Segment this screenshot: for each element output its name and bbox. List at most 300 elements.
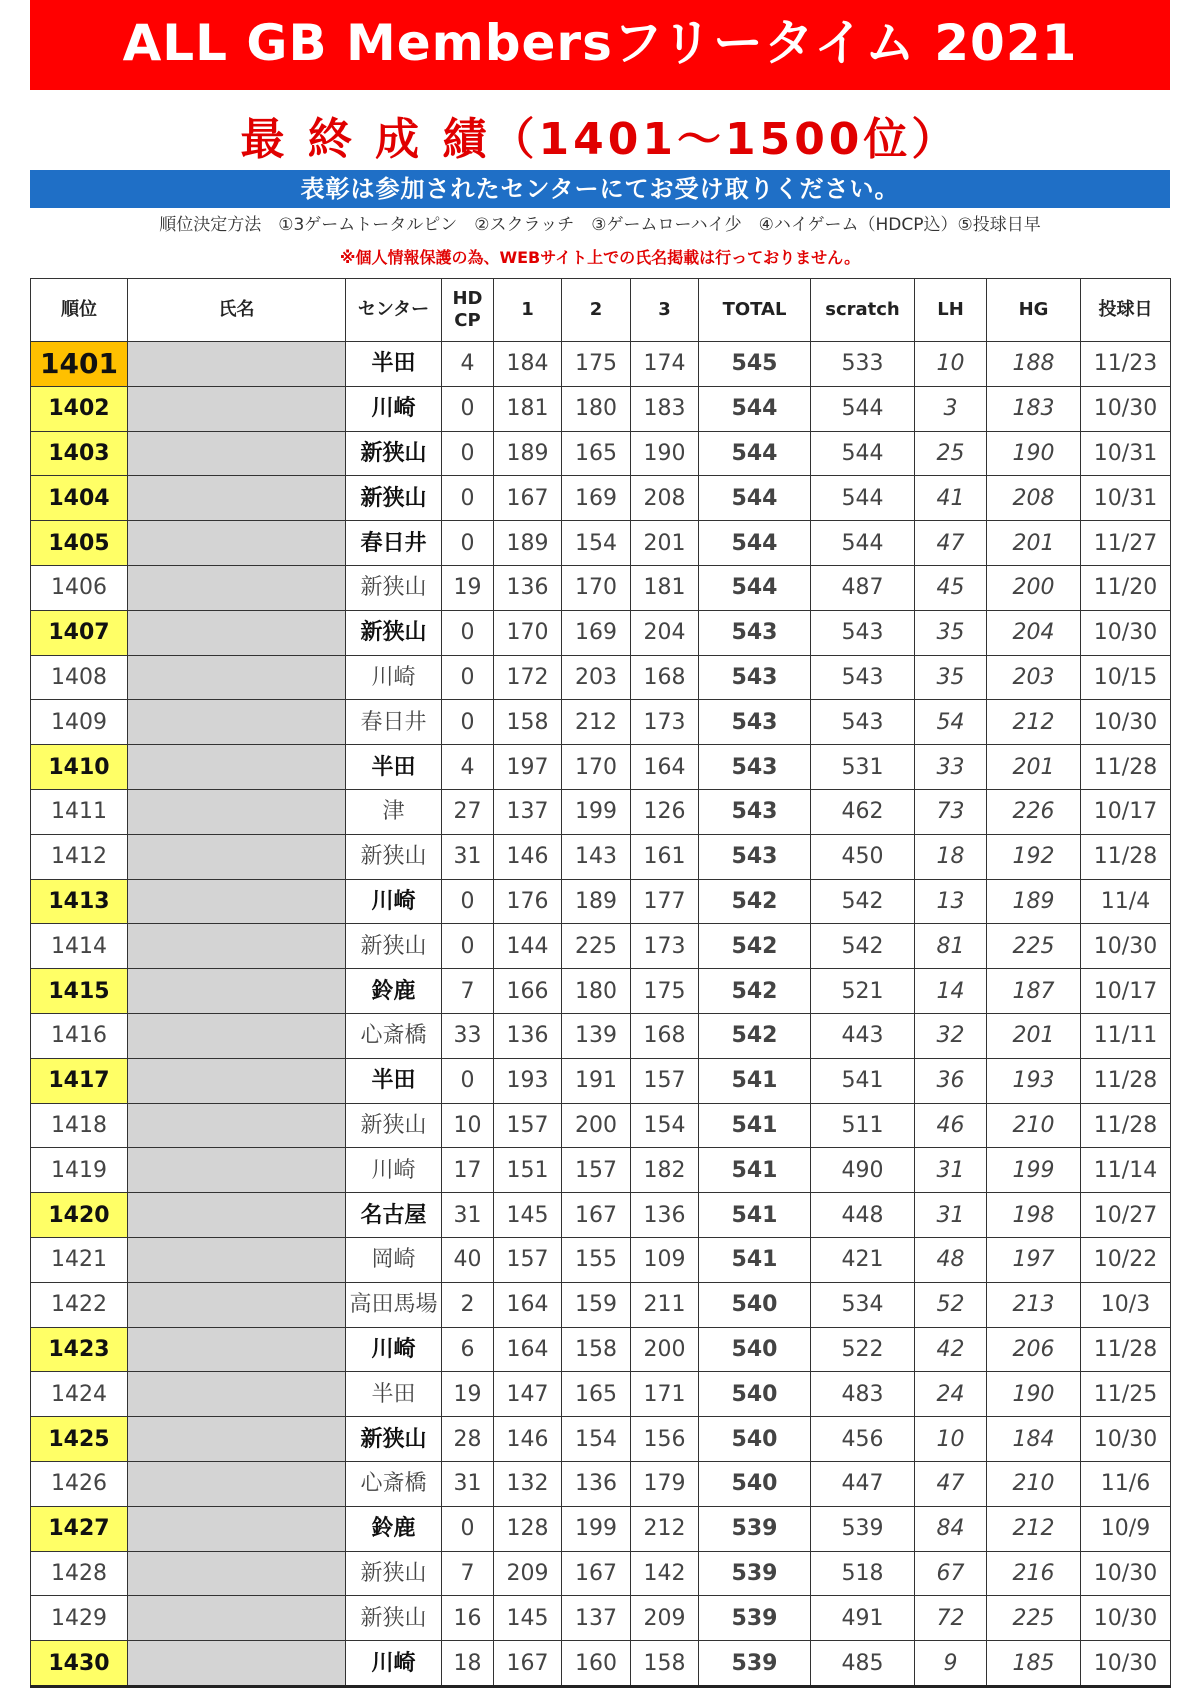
center-cell: 春日井 xyxy=(346,700,442,745)
header-rank: 順位 xyxy=(31,279,128,342)
name-cell xyxy=(128,700,346,745)
date-cell: 11/25 xyxy=(1081,1372,1171,1417)
table-row xyxy=(31,1372,1171,1417)
header-hdcp-line1: HD xyxy=(452,288,483,309)
name-cell xyxy=(128,1327,346,1372)
game-1-cell: 184 xyxy=(494,342,562,387)
lh-cell: 84 xyxy=(915,1506,987,1551)
table-row xyxy=(31,610,1171,655)
game-2-cell: 137 xyxy=(562,1596,631,1641)
table-row xyxy=(31,1282,1171,1327)
game-3-cell: 158 xyxy=(631,1641,699,1687)
center-cell: 新狭山 xyxy=(346,834,442,879)
rank-cell: 1411 xyxy=(31,789,128,834)
game-1-cell: 209 xyxy=(494,1551,562,1596)
lh-cell: 3 xyxy=(915,386,987,431)
name-cell xyxy=(128,610,346,655)
game-2-cell: 199 xyxy=(562,789,631,834)
date-cell: 11/14 xyxy=(1081,1148,1171,1193)
name-cell xyxy=(128,342,346,387)
center-cell: 半田 xyxy=(346,1372,442,1417)
rank-cell: 1421 xyxy=(31,1237,128,1282)
hdcp-cell: 0 xyxy=(442,1058,494,1103)
game-2-cell: 167 xyxy=(562,1551,631,1596)
game-3-cell: 200 xyxy=(631,1327,699,1372)
game-3-cell: 212 xyxy=(631,1506,699,1551)
table-row xyxy=(31,969,1171,1014)
lh-cell: 10 xyxy=(915,342,987,387)
center-cell: 鈴鹿 xyxy=(346,1506,442,1551)
scratch-cell: 533 xyxy=(811,342,915,387)
date-cell: 10/30 xyxy=(1081,1551,1171,1596)
lh-cell: 41 xyxy=(915,476,987,521)
game-1-cell: 132 xyxy=(494,1461,562,1506)
game-1-cell: 145 xyxy=(494,1193,562,1238)
game-2-cell: 154 xyxy=(562,521,631,566)
table-row xyxy=(31,565,1171,610)
lh-cell: 73 xyxy=(915,789,987,834)
game-1-cell: 128 xyxy=(494,1506,562,1551)
game-3-cell: 181 xyxy=(631,565,699,610)
game-1-cell: 189 xyxy=(494,521,562,566)
total-cell: 541 xyxy=(699,1103,811,1148)
center-cell: 岡崎 xyxy=(346,1237,442,1282)
table-row xyxy=(31,700,1171,745)
game-2-cell: 158 xyxy=(562,1327,631,1372)
scratch-cell: 462 xyxy=(811,789,915,834)
hg-cell: 226 xyxy=(987,789,1081,834)
table-header-row xyxy=(31,279,1171,342)
date-cell: 11/20 xyxy=(1081,565,1171,610)
total-cell: 543 xyxy=(699,700,811,745)
name-cell xyxy=(128,431,346,476)
hg-cell: 190 xyxy=(987,431,1081,476)
total-cell: 542 xyxy=(699,969,811,1014)
total-cell: 539 xyxy=(699,1551,811,1596)
lh-cell: 35 xyxy=(915,610,987,655)
table-row xyxy=(31,1596,1171,1641)
rank-cell: 1414 xyxy=(31,924,128,969)
table-row xyxy=(31,1013,1171,1058)
game-3-cell: 190 xyxy=(631,431,699,476)
center-cell: 高田馬場 xyxy=(346,1282,442,1327)
table-row xyxy=(31,1058,1171,1103)
game-3-cell: 136 xyxy=(631,1193,699,1238)
game-1-cell: 145 xyxy=(494,1596,562,1641)
center-cell: 新狭山 xyxy=(346,476,442,521)
total-cell: 540 xyxy=(699,1282,811,1327)
hg-cell: 201 xyxy=(987,521,1081,566)
scratch-cell: 448 xyxy=(811,1193,915,1238)
game-1-cell: 164 xyxy=(494,1327,562,1372)
ranking-method: 順位決定方法 ①3ゲームトータルピン ②スクラッチ ③ゲームローハイ少 ④ハイゲーム（HDCP込）⑤投球日早 xyxy=(159,215,1041,235)
game-2-cell: 165 xyxy=(562,431,631,476)
game-1-cell: 157 xyxy=(494,1103,562,1148)
game-1-cell: 197 xyxy=(494,745,562,790)
center-cell: 心斎橋 xyxy=(346,1013,442,1058)
scratch-cell: 447 xyxy=(811,1461,915,1506)
game-3-cell: 209 xyxy=(631,1596,699,1641)
scratch-cell: 539 xyxy=(811,1506,915,1551)
table-row xyxy=(31,655,1171,700)
lh-cell: 33 xyxy=(915,745,987,790)
scratch-cell: 421 xyxy=(811,1237,915,1282)
date-cell: 10/30 xyxy=(1081,610,1171,655)
rank-cell: 1424 xyxy=(31,1372,128,1417)
date-cell: 11/28 xyxy=(1081,834,1171,879)
total-cell: 540 xyxy=(699,1417,811,1462)
hg-cell: 200 xyxy=(987,565,1081,610)
hdcp-cell: 4 xyxy=(442,342,494,387)
table-row xyxy=(31,1641,1171,1687)
center-cell: 津 xyxy=(346,789,442,834)
scratch-cell: 485 xyxy=(811,1641,915,1687)
header-game-3: 3 xyxy=(631,279,699,342)
date-cell: 10/30 xyxy=(1081,386,1171,431)
game-2-cell: 170 xyxy=(562,565,631,610)
lh-cell: 46 xyxy=(915,1103,987,1148)
game-3-cell: 164 xyxy=(631,745,699,790)
rank-cell: 1402 xyxy=(31,386,128,431)
lh-cell: 9 xyxy=(915,1641,987,1687)
game-2-cell: 157 xyxy=(562,1148,631,1193)
hg-cell: 187 xyxy=(987,969,1081,1014)
center-cell: 川崎 xyxy=(346,1327,442,1372)
game-3-cell: 211 xyxy=(631,1282,699,1327)
name-cell xyxy=(128,655,346,700)
date-cell: 10/15 xyxy=(1081,655,1171,700)
total-cell: 541 xyxy=(699,1148,811,1193)
rank-cell: 1407 xyxy=(31,610,128,655)
name-cell xyxy=(128,745,346,790)
game-3-cell: 171 xyxy=(631,1372,699,1417)
game-3-cell: 142 xyxy=(631,1551,699,1596)
game-3-cell: 161 xyxy=(631,834,699,879)
rank-cell: 1418 xyxy=(31,1103,128,1148)
game-1-cell: 147 xyxy=(494,1372,562,1417)
name-cell xyxy=(128,1417,346,1462)
game-1-cell: 172 xyxy=(494,655,562,700)
header-hdcp-line2: CP xyxy=(454,310,481,331)
scratch-cell: 543 xyxy=(811,610,915,655)
total-cell: 542 xyxy=(699,1013,811,1058)
game-2-cell: 159 xyxy=(562,1282,631,1327)
hdcp-cell: 31 xyxy=(442,834,494,879)
hg-cell: 183 xyxy=(987,386,1081,431)
total-cell: 541 xyxy=(699,1193,811,1238)
scratch-cell: 531 xyxy=(811,745,915,790)
date-cell: 11/11 xyxy=(1081,1013,1171,1058)
game-3-cell: 204 xyxy=(631,610,699,655)
hg-cell: 225 xyxy=(987,1596,1081,1641)
center-cell: 新狭山 xyxy=(346,924,442,969)
name-cell xyxy=(128,1148,346,1193)
hg-cell: 189 xyxy=(987,879,1081,924)
center-cell: 川崎 xyxy=(346,386,442,431)
table-row xyxy=(31,1551,1171,1596)
game-3-cell: 154 xyxy=(631,1103,699,1148)
rank-cell: 1403 xyxy=(31,431,128,476)
center-cell: 心斎橋 xyxy=(346,1461,442,1506)
total-cell: 545 xyxy=(699,342,811,387)
game-1-cell: 137 xyxy=(494,789,562,834)
game-2-cell: 169 xyxy=(562,610,631,655)
game-2-cell: 212 xyxy=(562,700,631,745)
table-row xyxy=(31,924,1171,969)
center-cell: 新狭山 xyxy=(346,610,442,655)
lh-cell: 48 xyxy=(915,1237,987,1282)
hdcp-cell: 7 xyxy=(442,1551,494,1596)
hdcp-cell: 0 xyxy=(442,610,494,655)
game-3-cell: 201 xyxy=(631,521,699,566)
total-cell: 544 xyxy=(699,476,811,521)
lh-cell: 47 xyxy=(915,521,987,566)
date-cell: 10/30 xyxy=(1081,1417,1171,1462)
game-3-cell: 182 xyxy=(631,1148,699,1193)
lh-cell: 31 xyxy=(915,1148,987,1193)
game-2-cell: 169 xyxy=(562,476,631,521)
rank-cell: 1426 xyxy=(31,1461,128,1506)
rank-cell: 1430 xyxy=(31,1641,128,1687)
total-cell: 540 xyxy=(699,1372,811,1417)
hdcp-cell: 0 xyxy=(442,924,494,969)
scratch-cell: 511 xyxy=(811,1103,915,1148)
results-table xyxy=(30,278,1171,1688)
name-cell xyxy=(128,1193,346,1238)
scratch-cell: 543 xyxy=(811,700,915,745)
date-cell: 10/3 xyxy=(1081,1282,1171,1327)
total-cell: 539 xyxy=(699,1506,811,1551)
header-game-2: 2 xyxy=(562,279,631,342)
name-cell xyxy=(128,789,346,834)
scratch-cell: 534 xyxy=(811,1282,915,1327)
date-cell: 10/17 xyxy=(1081,789,1171,834)
table-row xyxy=(31,1193,1171,1238)
name-cell xyxy=(128,1461,346,1506)
table-row xyxy=(31,1237,1171,1282)
total-cell: 541 xyxy=(699,1058,811,1103)
award-notice: 表彰は参加されたセンターにてお受け取りください。 xyxy=(30,170,1170,208)
results-body xyxy=(31,342,1171,1687)
date-cell: 11/4 xyxy=(1081,879,1171,924)
header-center: センター xyxy=(346,279,442,342)
hdcp-cell: 2 xyxy=(442,1282,494,1327)
total-cell: 544 xyxy=(699,565,811,610)
scratch-cell: 544 xyxy=(811,476,915,521)
game-1-cell: 181 xyxy=(494,386,562,431)
game-3-cell: 173 xyxy=(631,924,699,969)
hg-cell: 212 xyxy=(987,700,1081,745)
game-3-cell: 175 xyxy=(631,969,699,1014)
game-2-cell: 154 xyxy=(562,1417,631,1462)
date-cell: 11/6 xyxy=(1081,1461,1171,1506)
game-1-cell: 157 xyxy=(494,1237,562,1282)
scratch-cell: 450 xyxy=(811,834,915,879)
game-3-cell: 168 xyxy=(631,655,699,700)
center-cell: 新狭山 xyxy=(346,1103,442,1148)
game-2-cell: 199 xyxy=(562,1506,631,1551)
hdcp-cell: 0 xyxy=(442,521,494,566)
game-1-cell: 146 xyxy=(494,834,562,879)
name-cell xyxy=(128,1058,346,1103)
date-cell: 10/30 xyxy=(1081,1596,1171,1641)
hg-cell: 210 xyxy=(987,1461,1081,1506)
game-1-cell: 189 xyxy=(494,431,562,476)
scratch-cell: 544 xyxy=(811,386,915,431)
hdcp-cell: 0 xyxy=(442,879,494,924)
lh-cell: 81 xyxy=(915,924,987,969)
table-row xyxy=(31,789,1171,834)
hg-cell: 197 xyxy=(987,1237,1081,1282)
game-1-cell: 167 xyxy=(494,476,562,521)
lh-cell: 45 xyxy=(915,565,987,610)
hdcp-cell: 0 xyxy=(442,700,494,745)
game-3-cell: 126 xyxy=(631,789,699,834)
game-2-cell: 200 xyxy=(562,1103,631,1148)
table-row xyxy=(31,1103,1171,1148)
lh-cell: 32 xyxy=(915,1013,987,1058)
table-row xyxy=(31,1461,1171,1506)
rank-cell: 1404 xyxy=(31,476,128,521)
hg-cell: 185 xyxy=(987,1641,1081,1687)
table-row xyxy=(31,521,1171,566)
total-cell: 539 xyxy=(699,1596,811,1641)
scratch-cell: 544 xyxy=(811,431,915,476)
rank-cell: 1416 xyxy=(31,1013,128,1058)
date-cell: 11/27 xyxy=(1081,521,1171,566)
rank-cell: 1401 xyxy=(31,342,128,387)
date-cell: 11/28 xyxy=(1081,1103,1171,1148)
center-cell: 春日井 xyxy=(346,521,442,566)
hdcp-cell: 6 xyxy=(442,1327,494,1372)
game-2-cell: 165 xyxy=(562,1372,631,1417)
name-cell xyxy=(128,1103,346,1148)
scratch-cell: 543 xyxy=(811,655,915,700)
scratch-cell: 542 xyxy=(811,879,915,924)
table-row xyxy=(31,745,1171,790)
rank-cell: 1413 xyxy=(31,879,128,924)
hg-cell: 188 xyxy=(987,342,1081,387)
game-2-cell: 203 xyxy=(562,655,631,700)
hdcp-cell: 4 xyxy=(442,745,494,790)
rank-cell: 1405 xyxy=(31,521,128,566)
date-cell: 11/23 xyxy=(1081,342,1171,387)
date-cell: 10/22 xyxy=(1081,1237,1171,1282)
lh-cell: 13 xyxy=(915,879,987,924)
game-1-cell: 176 xyxy=(494,879,562,924)
rank-cell: 1417 xyxy=(31,1058,128,1103)
game-2-cell: 139 xyxy=(562,1013,631,1058)
total-cell: 540 xyxy=(699,1461,811,1506)
hdcp-cell: 0 xyxy=(442,655,494,700)
lh-cell: 24 xyxy=(915,1372,987,1417)
hg-cell: 210 xyxy=(987,1103,1081,1148)
hg-cell: 198 xyxy=(987,1193,1081,1238)
name-cell xyxy=(128,879,346,924)
game-2-cell: 189 xyxy=(562,879,631,924)
game-3-cell: 173 xyxy=(631,700,699,745)
lh-cell: 18 xyxy=(915,834,987,879)
table-row xyxy=(31,1327,1171,1372)
game-3-cell: 179 xyxy=(631,1461,699,1506)
hdcp-cell: 33 xyxy=(442,1013,494,1058)
page-title: ALL GB Membersフリータイム 2021 xyxy=(30,0,1170,90)
lh-cell: 25 xyxy=(915,431,987,476)
lh-cell: 10 xyxy=(915,1417,987,1462)
table-row xyxy=(31,386,1171,431)
lh-cell: 67 xyxy=(915,1551,987,1596)
game-3-cell: 177 xyxy=(631,879,699,924)
game-2-cell: 180 xyxy=(562,969,631,1014)
game-1-cell: 164 xyxy=(494,1282,562,1327)
scratch-cell: 490 xyxy=(811,1148,915,1193)
name-cell xyxy=(128,1372,346,1417)
rank-cell: 1428 xyxy=(31,1551,128,1596)
game-3-cell: 168 xyxy=(631,1013,699,1058)
center-cell: 新狭山 xyxy=(346,1596,442,1641)
table-row xyxy=(31,342,1171,387)
total-cell: 543 xyxy=(699,834,811,879)
name-cell xyxy=(128,924,346,969)
name-cell xyxy=(128,386,346,431)
lh-cell: 47 xyxy=(915,1461,987,1506)
privacy-notice: ※個人情報保護の為、WEBサイト上での氏名掲載は行っておりません。 xyxy=(339,248,861,267)
rank-cell: 1412 xyxy=(31,834,128,879)
name-cell xyxy=(128,1282,346,1327)
header-name: 氏名 xyxy=(128,279,346,342)
game-2-cell: 191 xyxy=(562,1058,631,1103)
center-cell: 鈴鹿 xyxy=(346,969,442,1014)
name-cell xyxy=(128,1596,346,1641)
center-cell: 川崎 xyxy=(346,879,442,924)
scratch-cell: 487 xyxy=(811,565,915,610)
lh-cell: 14 xyxy=(915,969,987,1014)
hg-cell: 203 xyxy=(987,655,1081,700)
name-cell xyxy=(128,476,346,521)
total-cell: 540 xyxy=(699,1327,811,1372)
table-row xyxy=(31,879,1171,924)
hg-cell: 193 xyxy=(987,1058,1081,1103)
date-cell: 10/30 xyxy=(1081,1641,1171,1687)
table-row xyxy=(31,476,1171,521)
hdcp-cell: 18 xyxy=(442,1641,494,1687)
total-cell: 543 xyxy=(699,789,811,834)
hg-cell: 192 xyxy=(987,834,1081,879)
total-cell: 539 xyxy=(699,1641,811,1687)
scratch-cell: 521 xyxy=(811,969,915,1014)
header-game-1: 1 xyxy=(494,279,562,342)
game-1-cell: 144 xyxy=(494,924,562,969)
hg-cell: 212 xyxy=(987,1506,1081,1551)
hdcp-cell: 31 xyxy=(442,1193,494,1238)
date-cell: 10/31 xyxy=(1081,431,1171,476)
game-1-cell: 136 xyxy=(494,565,562,610)
scratch-cell: 443 xyxy=(811,1013,915,1058)
scratch-cell: 522 xyxy=(811,1327,915,1372)
hdcp-cell: 16 xyxy=(442,1596,494,1641)
total-cell: 541 xyxy=(699,1237,811,1282)
scratch-cell: 456 xyxy=(811,1417,915,1462)
center-cell: 半田 xyxy=(346,745,442,790)
center-cell: 新狭山 xyxy=(346,1417,442,1462)
game-1-cell: 193 xyxy=(494,1058,562,1103)
rank-cell: 1419 xyxy=(31,1148,128,1193)
table-row xyxy=(31,834,1171,879)
game-1-cell: 167 xyxy=(494,1641,562,1687)
game-3-cell: 208 xyxy=(631,476,699,521)
hg-cell: 199 xyxy=(987,1148,1081,1193)
header-lh: LH xyxy=(915,279,987,342)
